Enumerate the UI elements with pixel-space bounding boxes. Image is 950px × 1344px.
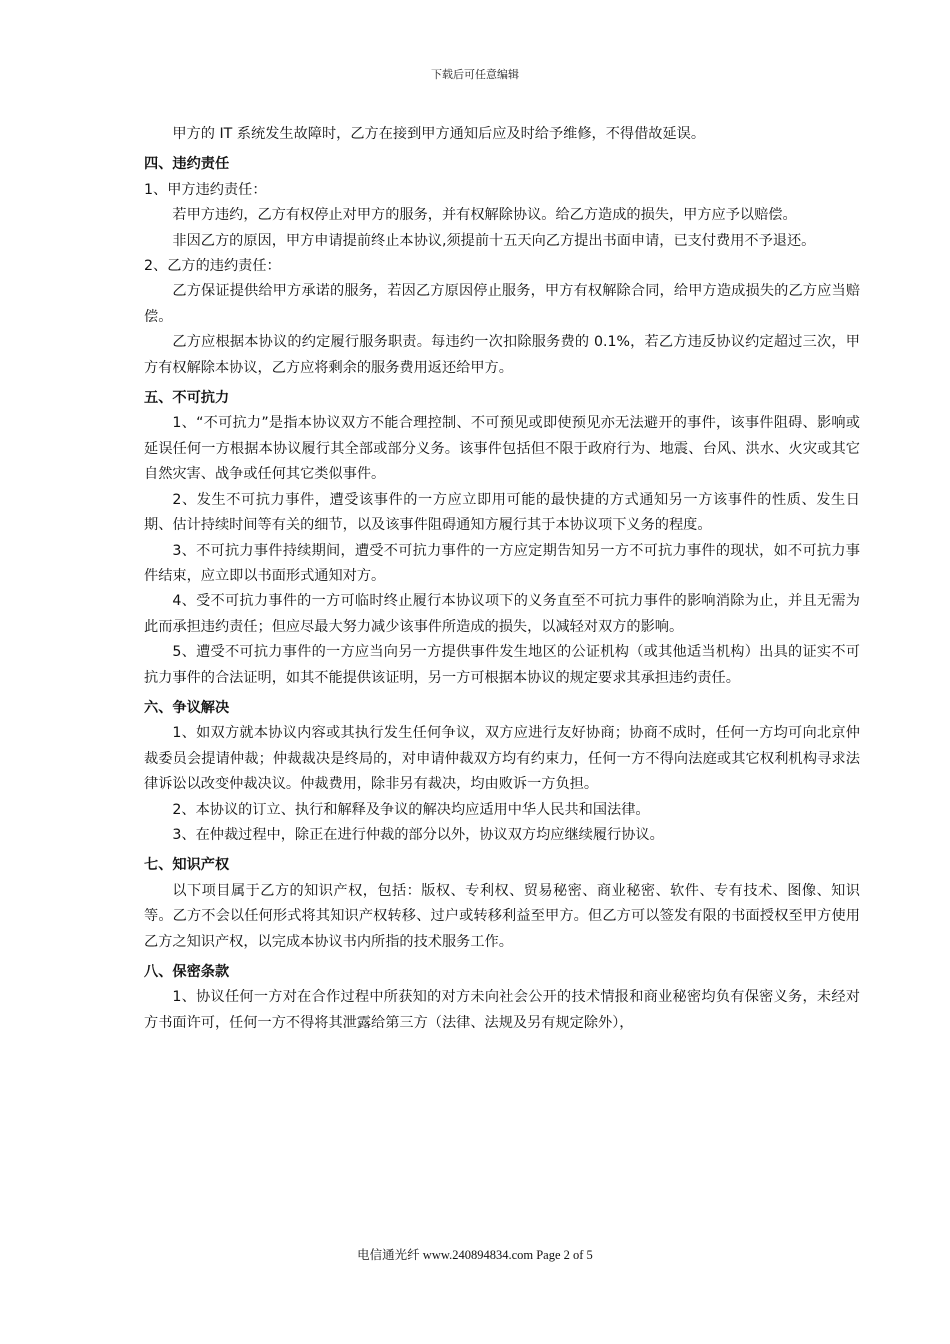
subheading-party-a-breach: 1、甲方违约责任： bbox=[144, 181, 267, 198]
section-heading-dispute: 六、争议解决 bbox=[144, 699, 230, 716]
paragraph: 以下项目属于乙方的知识产权，包括：版权、专利权、贸易秘密、商业秘密、软件、专有技术、图像、知识等。乙方不会以任何形式将其知识产权转移、过户或转移利益至甲方。但乙方可以签发有限的书面授权至甲方使用乙方之知识产权，以完成本协议书内所指的技术服务工作。 bbox=[144, 882, 860, 950]
paragraph: 2、本协议的订立、执行和解释及争议的解决均应适用中华人民共和国法律。 bbox=[172, 801, 650, 818]
paragraph: 1、协议任何一方对在合作过程中所获知的对方未向社会公开的技术情报和商业秘密均负有保密义务，未经对方书面许可，任何一方不得将其泄露给第三方（法律、法规及另有规定除外）， bbox=[144, 989, 860, 1031]
paragraph: 若甲方违约，乙方有权停止对甲方的服务，并有权解除协议。给乙方造成的损失，甲方应予以赔偿。 bbox=[172, 207, 797, 224]
paragraph: 1、“不可抗力”是指本协议双方不能合理控制、不可预见或即使预见亦无法避开的事件，该事件阻碍、影响或延误任何一方根据本协议履行其全部或部分义务。该事件包括但不限于政府行为、地震、台风、洪水、火灾或其它自然灾害、战争或任何其它类似事件。 bbox=[144, 415, 860, 483]
paragraph: 非因乙方的原因，甲方申请提前终止本协议,须提前十五天向乙方提出书面申请，已支付费用不予退还。 bbox=[172, 232, 816, 249]
paragraph: 1、如双方就本协议内容或其执行发生任何争议，双方应进行友好协商；协商不成时，任何一方均可向北京仲裁委员会提请仲裁；仲裁裁决是终局的，对申请仲裁双方均有约束力，任何一方不得向法庭或其它权利机构寻求法律诉讼以改变仲裁决议。仲裁费用，除非另有裁决，均由败诉一方负担。 bbox=[144, 725, 860, 793]
intro-paragraph: 甲方的 IT 系统发生故障时，乙方在接到甲方通知后应及时给予维修，不得借故延误。 bbox=[172, 126, 706, 142]
subheading-party-b-breach: 2、乙方的违约责任： bbox=[144, 258, 281, 275]
page-header: 下载后可任意编辑 bbox=[431, 68, 519, 81]
paragraph: 2、发生不可抗力事件，遭受该事件的一方应立即用可能的最快捷的方式通知另一方该事件的性质、发生日期、估计持续时间等有关的细节，以及该事件阻碍通知方履行其于本协议项下义务的程度。 bbox=[144, 491, 860, 534]
paragraph: 乙方应根据本协议的约定履行服务职责。每违约一次扣除服务费的 0.1%，若乙方违反协议约定超过三次，甲方有权解除本协议，乙方应将剩余的服务费用返还给甲方。 bbox=[144, 334, 860, 376]
section-heading-confidentiality: 八、保密条款 bbox=[144, 964, 230, 980]
document-body bbox=[144, 122, 860, 1036]
section-heading-ip: 七、知识产权 bbox=[144, 857, 230, 874]
page-footer: 电信通光纤 www.240894834.com Page 2 of 5 bbox=[357, 1248, 593, 1262]
paragraph: 3、不可抗力事件持续期间，遭受不可抗力事件的一方应定期告知另一方不可抗力事件的现状，如不可抗力事件结束，应立即以书面形式通知对方。 bbox=[144, 542, 860, 584]
section-heading-breach: 四、违约责任 bbox=[144, 156, 230, 173]
paragraph: 乙方保证提供给甲方承诺的服务，若因乙方原因停止服务，甲方有权解除合同，给甲方造成损失的乙方应当赔偿。 bbox=[144, 283, 860, 325]
section-heading-force-majeure: 五、不可抗力 bbox=[144, 390, 230, 407]
paragraph: 5、遭受不可抗力事件的一方应当向另一方提供事件发生地区的公证机构（或其他适当机构）出具的证实不可抗力事件的合法证明，如其不能提供该证明，另一方可根据本协议的规定要求其承担违约责任。 bbox=[144, 644, 860, 686]
paragraph: 3、在仲裁过程中，除正在进行仲裁的部分以外，协议双方均应继续履行协议。 bbox=[172, 826, 664, 843]
paragraph: 4、受不可抗力事件的一方可临时终止履行本协议项下的义务直至不可抗力事件的影响消除为止，并且无需为此而承担违约责任；但应尽最大努力减少该事件所造成的损失，以减轻对双方的影响。 bbox=[144, 593, 860, 635]
